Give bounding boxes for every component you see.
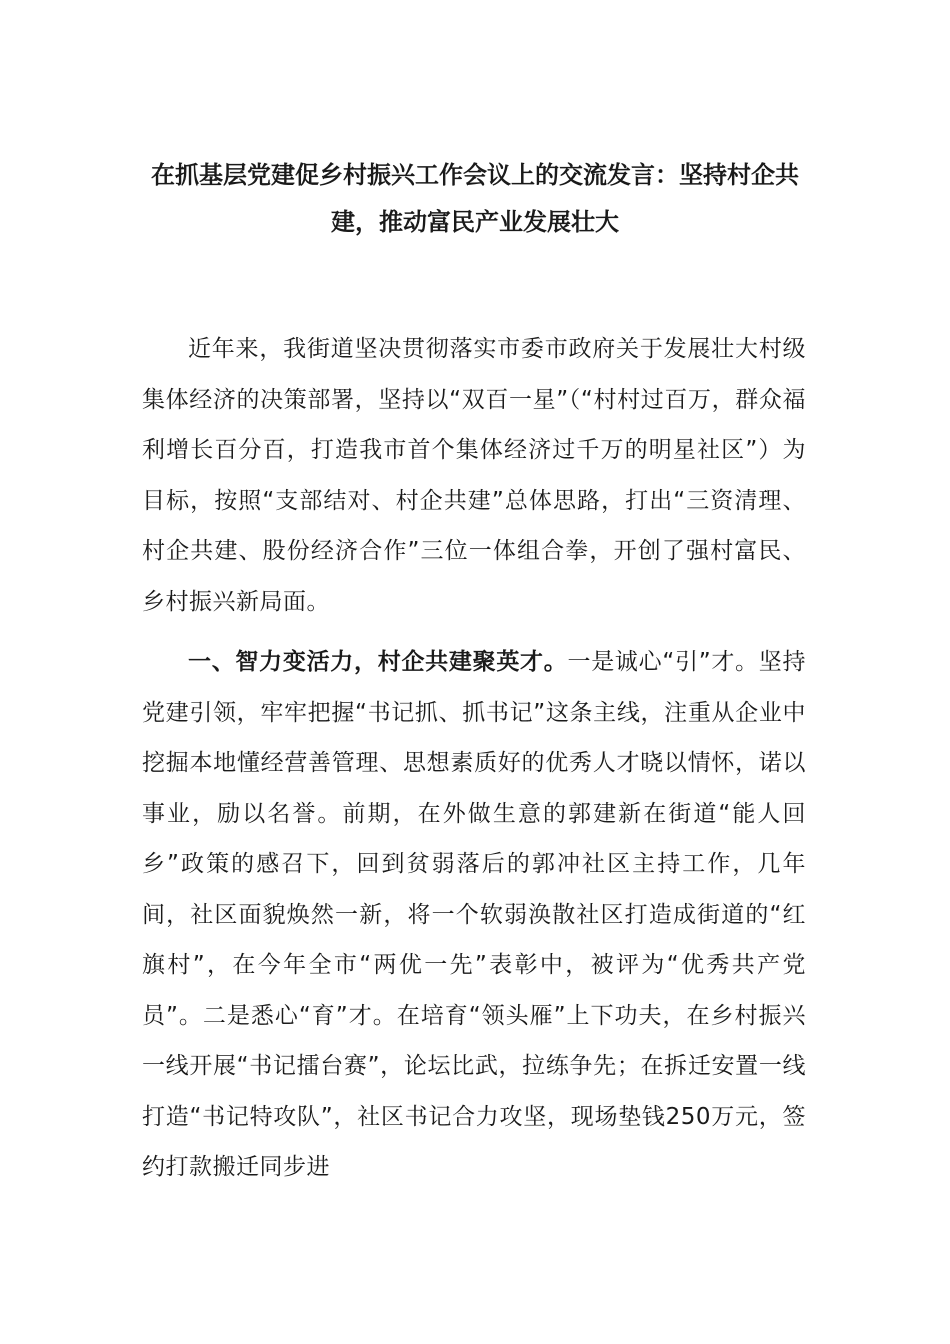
document-body <box>142 324 806 1193</box>
paragraph-section-one <box>142 637 806 1193</box>
paragraph-intro <box>142 324 806 627</box>
paragraph-text: 一是诚心“引”才。坚持党建引领，牢牢把握“书记抓、抓书记”这条主线，注重从企业中挖掘本地懂经营善管理、思想素质好的优秀人才晓以情怀，诺以事业，励以名誉。前期，在外做生意的郭建新在街道“能人回乡”政策的感召下，回到贫弱落后的郭冲社区主持工作，几年间，社区面貌焕然一新，将一个软弱涣散社区打造成街道的“红旗村”，在今年全市“两优一先”表彰中，被评为“优秀共产党员”。二是悉心“育”才。在培育“领头雁”上下功夫，在乡村振兴一线开展“书记擂台赛”，论坛比武，拉练争先；在拆迁安置一线打造“书记特攻队”，社区书记合力攻坚，现场垫钱250万元，签约打款搬迁同步进 <box>142 649 806 1180</box>
document-title: 在抓基层党建促乡村振兴工作会议上的交流发言：坚持村企共建，推动富民产业发展壮大 <box>151 161 799 236</box>
paragraph-text: 近年来，我街道坚决贯彻落实市委市政府关于发展壮大村级集体经济的决策部署，坚持以“双百一星”（“村村过百万，群众福利增长百分百，打造我市首个集体经济过千万的明星社区”）为目标，按照“支部结对、村企共建”总体思路，打出“三资清理、村企共建、股份经济合作”三位一体组合拳，开创了强村富民、乡村振兴新局面。 <box>142 336 806 615</box>
paragraph-lead: 一、智力变活力，村企共建聚英才。 <box>188 649 568 675</box>
